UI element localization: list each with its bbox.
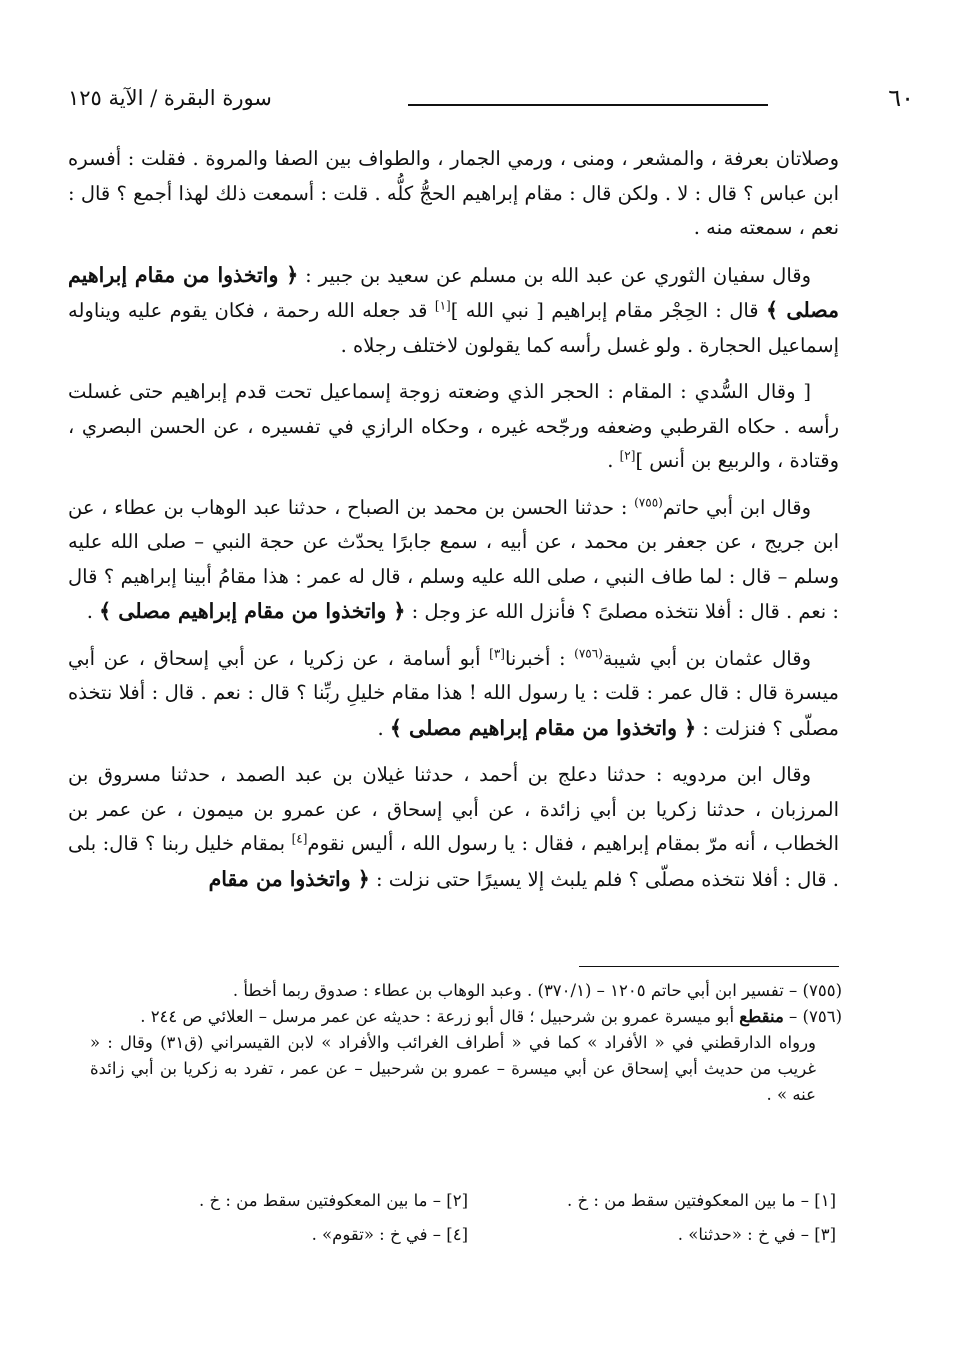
variant-note: [٣] – في خ : «حدثنا» .: [677, 1225, 836, 1244]
text-run: وقال ابن أبي حاتم: [662, 495, 811, 519]
text-run: ورواه الدارقطني في « الأفراد » كما في « أطراف الغرائب والأفراد » لابن القيسراني (ق٣١) وقال : « غريب من حديث أبي إسحاق عن أبي ميسرة – عمرو بن شرحبيل – عن عمر ، تفرد به زكريا بن أبي زائدة عنه » .: [90, 1033, 816, 1104]
quran-verse: ﴿ واتخذوا من مقام إبراهيم مصلى ﴾: [389, 715, 697, 740]
grading-term: منقطع: [739, 1007, 784, 1026]
note-reference: [٣]: [489, 646, 505, 660]
page-header: [68, 84, 914, 122]
paragraph: [68, 142, 839, 246]
variant-notes: [100, 1184, 836, 1252]
text-run: [ وقال السُّدي : المقام : الحجر الذي وضعته زوجة إسماعيل تحت قدم إبراهيم حتى غسلت رأسه . حكاه القرطبي وضعفه ورجّحه غيره ، وحكاه الرازي في تفسيره ، عن الحسن البصري ، وقتادة ، والربيع بن أنس ]: [68, 380, 839, 472]
text-run: .: [607, 449, 620, 472]
footnote: [90, 1004, 842, 1030]
text-run: وقال عثمان بن أبي شيبة: [602, 646, 811, 670]
paragraph: [68, 375, 839, 479]
paragraph: [68, 258, 839, 364]
variant-note: [١] – ما بين المعكوفتين سقط من : خ .: [566, 1191, 836, 1210]
text-run: أبو أسامة ، عن زكريا ، عن أبي إسحاق ، عن أبي ميسرة قال : قال عمر : قلت : يا رسول الله ! هذا مقام خليلِ ربِّنا ؟ قال : نعم . قال : أفلا نتخذه مصلّى ؟ فنزلت :: [68, 646, 839, 740]
text-run: (٧٥٥) – تفسير ابن أبي حاتم ١٢٠٥ – (٣٧٠/١) . وعبد الوهاب بن عطاء : صدوق ربما أخطأ .: [232, 981, 842, 1000]
text-run: وقال ابن مردويه : حدثنا دعلج بن أحمد ، حدثنا غيلان بن عبد الصمد ، حدثنا مسروق بن المرزبان ، حدثنا زكريا بن أبي زائدة ، عن أبي إسحاق ، عن عمرو بن ميمون ، عن عمر بن الخطاب ، أنه مرّ بمقام إبراهيم ، فقال : يا رسول الله ، أليس نقوم: [68, 763, 840, 855]
text-run: وصلاتان بعرفة ، والمشعر ، ومنى ، ورمي الجمار ، والطواف بين الصفا والمروة . فقلت : أفسره ابن عباس ؟ قال : لا . ولكن قال : مقام إبراهيم الحجُّ كلُّه . قلت : أسمعت ذلك لهذا أجمع ؟ قال : نعم ، سمعته منه .: [68, 147, 839, 239]
footnote: [90, 978, 842, 1004]
note-reference: [٤]: [291, 831, 308, 846]
footnotes: [90, 978, 842, 1108]
text-run: قال : الحِجْر مقام إبراهيم [ نبي الله ]: [450, 299, 767, 322]
text-run: وقال سفيان الثوري عن عبد الله بن مسلم عن سعيد بن جبير :: [298, 263, 811, 287]
text-run: بمقام خليل ربنا ؟ قال: بلى . قال : أفلا نتخذه مصلّى ؟ فلم يلبث إلا يسيرًا حتى نزلت :: [68, 832, 839, 891]
variant-row: [100, 1184, 836, 1218]
text-run: (٧٥٦) –: [783, 1007, 842, 1026]
text-run: .: [86, 600, 100, 623]
note-reference: (٧٥٦): [574, 646, 603, 660]
text-run: : حدثنا الحسن بن محمد بن الصباح ، حدثنا عبد الوهاب بن عطاء ، عن ابن جريج ، عن جعفر بن محمد ، عن أبيه ، سمع جابرًا يحدّث عن حجة النبي – صلى الله عليه وسلم – قال : لما طاف النبي ، صلى الله عليه وسلم ، قال له عمر : هذا مقامُ أبينا إبراهيم ؟ قال : نعم . قال : أفلا نتخذه مصلىً ؟ فأنزل الله عز وجل :: [68, 495, 839, 623]
text-run: قد جعله الله رحمة ، فكان يقوم عليه ويناوله إسماعيل الحجارة . ولو غسل رأسه كما يقولون لاختلف رجلاه .: [68, 299, 839, 357]
note-reference: [١]: [434, 298, 451, 313]
paragraph: [68, 642, 839, 747]
footnote-rule: [579, 966, 839, 967]
note-reference: (٧٥٥): [634, 495, 663, 509]
quran-verse: ﴿ واتخذوا من مقام إبراهيم مصلى ﴾: [68, 262, 839, 322]
paragraph: [68, 758, 839, 897]
quran-verse: ﴿ واتخذوا من مقام: [208, 866, 370, 891]
text-run: : أخبرنا: [504, 646, 575, 670]
quran-verse: ﴿ واتخذوا من مقام إبراهيم مصلى ﴾: [99, 599, 406, 623]
running-title: سورة البقرة / الآية ١٢٥: [68, 86, 272, 110]
paragraph: [68, 491, 839, 630]
main-text: [68, 142, 839, 909]
variant-note: [٤] – في خ : «تقوم» .: [311, 1225, 468, 1244]
note-reference: [٢]: [619, 448, 636, 463]
footnote: [90, 1030, 842, 1108]
page-number: ٦٠: [888, 84, 914, 112]
variant-note: [٢] – ما بين المعكوفتين سقط من : خ .: [198, 1191, 468, 1210]
text-run: أبو ميسرة عمرو بن شرحبيل ؛ قال أبو زرعة : حديثه عن عمر مرسل – العلائي ص ٢٤٤ .: [140, 1007, 740, 1026]
header-rule: [408, 104, 768, 106]
variant-row: [100, 1218, 836, 1252]
text-run: .: [377, 716, 390, 740]
